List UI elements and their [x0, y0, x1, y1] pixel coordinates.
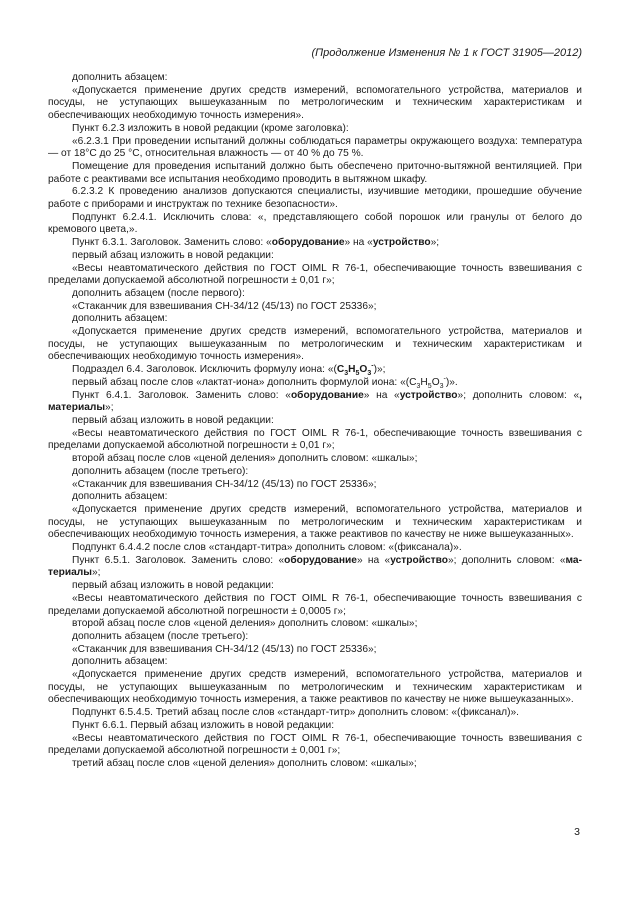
formula-part: C	[336, 364, 345, 376]
document-body	[48, 72, 582, 771]
paragraph	[48, 377, 582, 390]
text-run: Пункт 6.4.1. Заголовок. Заменить слово: «	[72, 389, 291, 401]
paragraph: дополнить абзацем (после третьего):	[72, 630, 249, 642]
text-run: »;	[105, 402, 114, 414]
paragraph: «Стаканчик для взвешивания СН-34/12 (45/13) по ГОСТ 25336»;	[72, 478, 377, 490]
formula-subscript: 3	[367, 370, 372, 378]
text-run: » на «	[356, 554, 391, 566]
text-run: )».	[445, 376, 458, 388]
paragraph	[48, 364, 582, 377]
paragraph: первый абзац изложить в новой редакции:	[72, 580, 274, 592]
formula-part: H	[420, 376, 428, 388]
bold-term: териалы	[48, 567, 92, 579]
text-run: » на «	[363, 389, 400, 401]
paragraph	[48, 555, 582, 568]
paragraph: Помещение для проведения испытаний должно быть обеспечено приточно-вытяжной вентиляцией. При работе с реактивами все испытания необходимо проводить в вытяжном шкафу.	[48, 160, 582, 185]
paragraph: Пункт 6.2.3 изложить в новой редакции (кроме заголовка):	[72, 122, 349, 134]
bold-term: оборудование	[271, 237, 345, 249]
paragraph: «Весы неавтоматического действия по ГОСТ OIML R 76-1, обеспечивающие точность взвешивания с пределами допускаемой абсолютной погрешности ± 0,01 г»;	[48, 262, 582, 287]
paragraph: «Весы неавтоматического действия по ГОСТ OIML R 76-1, обеспечивающие точность взвешивания с пределами допускаемой абсолютной погрешности ± 0,01 г»;	[48, 427, 582, 452]
paragraph: дополнить абзацем:	[72, 72, 168, 83]
text-run: Пункт 6.5.1. Заголовок. Заменить слово: «	[72, 554, 285, 566]
paragraph: второй абзац после слов «ценой деления» дополнить словом: «шкалы»;	[72, 453, 418, 465]
formula-subscript: 5	[355, 370, 360, 378]
paragraph: дополнить абзацем (после третьего):	[72, 465, 249, 477]
text-run: »;	[91, 567, 101, 579]
text-run: )»;	[373, 364, 386, 376]
bold-term: оборудование	[284, 554, 357, 566]
paragraph: дополнить абзацем (после первого):	[72, 287, 245, 299]
text-run: «	[573, 389, 580, 401]
paragraph: дополнить абзацем:	[72, 313, 168, 325]
formula-subscript: 3	[439, 382, 444, 390]
text-run: Подраздел 6.4. Заголовок. Исключить формулу иона: «(	[72, 364, 337, 376]
paragraph: третий абзац после слов «ценой деления» дополнить словом: «шкалы»;	[72, 757, 417, 769]
paragraph	[48, 237, 582, 250]
paragraph: первый абзац изложить в новой редакции:	[72, 249, 274, 261]
paragraph-continuation	[48, 567, 582, 580]
text-run: » на «	[344, 237, 373, 249]
paragraph: «Допускается применение других средств измерений, вспомогательного устройства, материалов и посуды, не уступающих вышеуказанным по метрологическим и техническим характеристикам и обеспечивающих необходимую точность измерения, а также реактивов по качеству не ниже вышеуказанных».	[48, 669, 582, 706]
text-run: Пункт 6.3.1. Заголовок. Заменить слово: «	[72, 237, 272, 249]
paragraph: «Стаканчик для взвешивания СН-34/12 (45/13) по ГОСТ 25336»;	[72, 300, 377, 312]
paragraph: дополнить абзацем:	[72, 491, 168, 503]
text-run: »; дополнить словом: «	[447, 554, 566, 566]
paragraph: 6.2.3.2 К проведению анализов допускаются специалисты, изучившие методики, прошедшие обучение работе с приборами и инструктаж по технике безопасности».	[48, 186, 582, 211]
formula-part: O	[431, 376, 440, 388]
paragraph: дополнить абзацем:	[72, 656, 168, 668]
paragraph: «Допускается применение других средств измерений, вспомогательного устройства, материалов и посуды, не уступающих вышеуказанным по метрологическим и техническим характеристикам и обеспечивающих необходимую точность измерения».	[48, 326, 582, 363]
bold-term: оборудование	[290, 389, 364, 401]
paragraph: Подпункт 6.4.4.2 после слов «стандарт-титра» дополнить словом: «(фиксанала)».	[72, 542, 462, 554]
formula-superscript: -	[443, 375, 446, 383]
paragraph: «Весы неавтоматического действия по ГОСТ OIML R 76-1, обеспечивающие точность взвешивания с пределами допускаемой абсолютной погрешности ± 0,0005 г»;	[48, 592, 582, 617]
text-run: первый абзац после слов «лактат-иона» дополнить формулой иона: «(C	[72, 376, 417, 388]
paragraph: «Допускается применение других средств измерений, вспомогательного устройства, материалов и посуды, не уступающих вышеуказанным по метрологическим и техническим характеристикам и обеспечивающих необходимую точность измерения, а также реактивов по качеству не ниже вышеуказанных».	[48, 503, 582, 541]
formula-subscript: 5	[427, 382, 432, 390]
paragraph: «Допускается применение других средств измерений, вспомогательного устройства, материалов и посуды, не уступающих вышеуказанным по метрологическим и техническим характеристикам и обеспечивающих необходимую точность измерения».	[48, 84, 582, 122]
bold-term: устройство	[399, 389, 458, 401]
bold-term: устройство	[390, 554, 448, 566]
page-header: (Продолжение Изменения № 1 к ГОСТ 31905—2012)	[311, 47, 582, 59]
paragraph: второй абзац после слов «ценой деления» дополнить словом: «шкалы»;	[72, 618, 418, 630]
paragraph: Подпункт 6.5.4.5. Третий абзац после слов «стандарт-титр» дополнить словом: «(фиксанал)».	[72, 707, 519, 719]
ion-formula	[336, 362, 374, 378]
page-number: 3	[574, 826, 580, 838]
formula-part: H	[348, 364, 356, 376]
formula-subscript: 3	[344, 370, 349, 378]
bold-term: ма-	[565, 554, 582, 566]
paragraph: «Весы неавтоматического действия по ГОСТ OIML R 76-1, обеспечивающие точность взвешивания с пределами допускаемой абсолютной погрешности ± 0,001 г»;	[48, 732, 582, 757]
paragraph: Подпункт 6.2.4.1. Исключить слова: «, представляющего собой порошок или гранулы от белого до кремового цвета,».	[48, 211, 582, 236]
paragraph	[48, 390, 582, 415]
formula-subscript: 3	[416, 382, 421, 390]
formula-part: O	[359, 364, 368, 376]
bold-term: , материалы	[48, 389, 582, 414]
bold-term: устройство	[372, 237, 431, 249]
paragraph: Пункт 6.6.1. Первый абзац изложить в новой редакции:	[72, 719, 335, 731]
paragraph: «6.2.3.1 При проведении испытаний должны соблюдаться параметры окружающего воздуха: температура — от 18°С до 25 °С, относительная влажность — от 40 % до 75 %.	[48, 135, 582, 160]
paragraph: первый абзац изложить в новой редакции:	[72, 414, 274, 426]
paragraph: «Стаканчик для взвешивания СН-34/12 (45/13) по ГОСТ 25336»;	[72, 643, 377, 655]
text-run: »;	[430, 237, 440, 249]
text-run: »; дополнить словом:	[457, 389, 567, 401]
formula-superscript: -	[371, 362, 374, 370]
